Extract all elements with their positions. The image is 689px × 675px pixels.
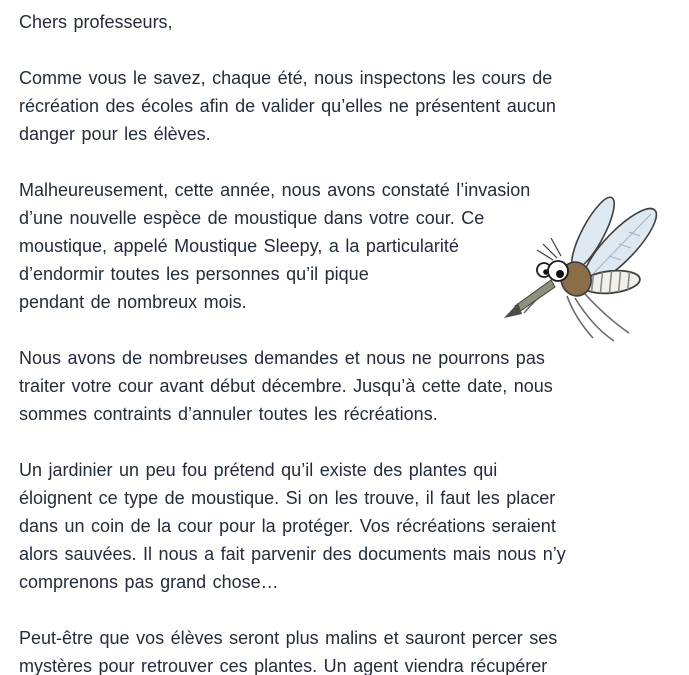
letter-line: mystères pour retrouver ces plantes. Un agent viendra récupérer (19, 656, 548, 675)
letter-line: récréation des écoles afin de valider qu’elles ne présentent aucun (19, 96, 556, 116)
paragraph-spacer (19, 428, 669, 456)
letter-line: Comme vous le savez, chaque été, nous inspectons les cours de (19, 68, 553, 88)
letter-line: danger pour les élèves. (19, 124, 211, 144)
mosquito-illustration (497, 186, 689, 350)
letter-line: éloignent ce type de moustique. Si on les trouve, il faut les placer (19, 488, 556, 508)
letter-line: d’endormir toutes les personnes qu’il pique (19, 264, 369, 284)
letter-line: Malheureusement, cette année, nous avons constaté l’invasion (19, 180, 531, 200)
letter-line: moustique, appelé Moustique Sleepy, a la particularité (19, 236, 459, 256)
letter-line: d’une nouvelle espèce de moustique dans votre cour. Ce (19, 208, 485, 228)
letter-line: Un jardinier un peu fou prétend qu’il existe des plantes qui (19, 460, 498, 480)
letter-line: comprenons pas grand chose… (19, 572, 279, 592)
letter-salutation: Chers professeurs, (19, 12, 173, 32)
letter-paragraph (19, 64, 669, 148)
letter-paragraph (19, 456, 669, 596)
letter-line: Peut-être que vos élèves seront plus malins et sauront percer ses (19, 628, 558, 648)
paragraph-spacer (19, 36, 669, 64)
letter-line: traiter votre cour avant début décembre. Jusqu’à cette date, nous (19, 376, 553, 396)
letter-line: pendant de nombreux mois. (19, 292, 247, 312)
letter-paragraph (19, 344, 669, 428)
mosquito-icon (497, 186, 689, 350)
letter-paragraph (19, 624, 669, 675)
paragraph-spacer (19, 148, 669, 176)
letter-line: Nous avons de nombreuses demandes et nous ne pourrons pas (19, 348, 545, 368)
paragraph-spacer (19, 596, 669, 624)
letter-line: alors sauvées. Il nous a fait parvenir des documents mais nous n’y (19, 544, 566, 564)
letter-line: sommes contraints d’annuler toutes les récréations. (19, 404, 438, 424)
letter-line: dans un coin de la cour pour la protéger. Vos récréations seraient (19, 516, 556, 536)
